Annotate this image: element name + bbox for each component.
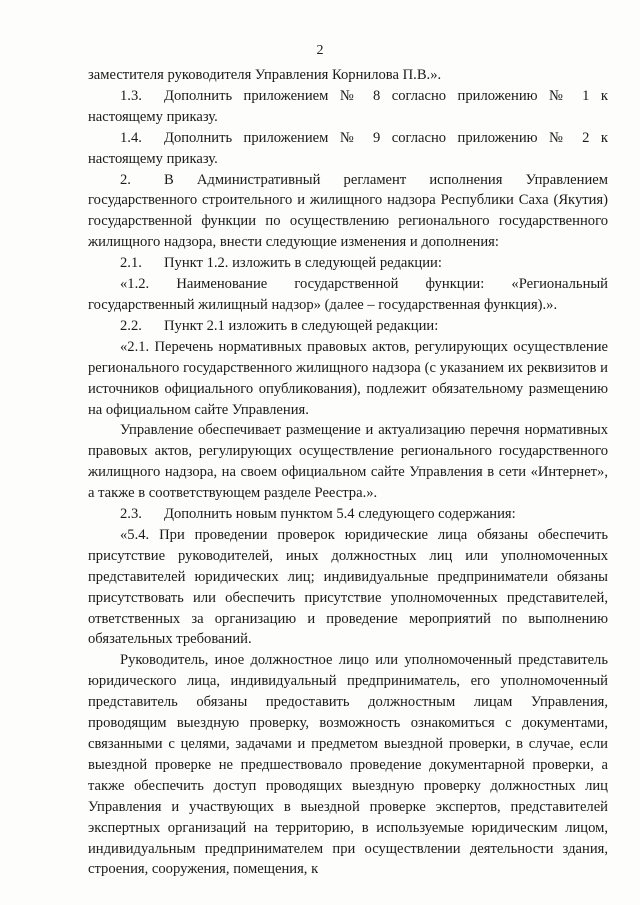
paragraph-0: заместителя руководителя Управления Корнилова П.В.».: [88, 67, 442, 83]
paragraph-8: Управление обеспечивает размещение и актуализацию перечня нормативных правовых актов, регулирующих осуществление регионального государственного жилищного надзора, на своем официальном сайте Управления в сети «Интернет», а также в соответствующем разделе Реестра.».: [88, 422, 608, 502]
item-number-1-3: 1.3.: [120, 87, 142, 104]
paragraph-2: [88, 128, 608, 170]
item-number-1-4: 1.4.: [120, 129, 142, 146]
paragraph-3: [88, 170, 608, 254]
paragraph-1-text: Дополнить приложением № 8 согласно приложению № 1 к настоящему приказу.: [88, 87, 608, 125]
page-number: 2: [316, 43, 324, 58]
paragraph-9-text: Дополнить новым пунктом 5.4 следующего содержания:: [164, 506, 516, 523]
paragraph-4: [88, 253, 608, 274]
paragraph-10: «5.4. При проведении проверок юридические лица обязаны обеспечить присутствие руководителей, иных должностных лиц или уполномоченных представителей юридических лиц; индивидуальные предприниматели обязаны присутствовать или обеспечить присутствие уполномоченных представителей, ответственных за организацию и проведение мероприятий по выполнению обязательных требований.: [88, 526, 608, 648]
paragraph-7: «2.1. Перечень нормативных правовых актов, регулирующих осуществление регионального государственного жилищного надзора (с указанием их реквизитов и источников официального опубликования), подлежит обязательному размещению на официальном сайте Управления.: [88, 338, 608, 418]
item-number-2: 2.: [120, 171, 131, 188]
item-number-2-3: 2.3.: [120, 506, 142, 523]
document-body: [88, 65, 608, 880]
paragraph-6-text: Пункт 2.1 изложить в следующей редакции:: [164, 317, 439, 334]
paragraph-9: [88, 504, 608, 525]
paragraph-4-text: Пункт 1.2. изложить в следующей редакции:: [164, 255, 442, 272]
paragraph-11: Руководитель, иное должностное лицо или уполномоченный представитель юридического лица, индивидуальный предприниматель, его уполномоченный представитель обязаны предоставить должностным лицам Управления, проводящим выездную проверку, возможность ознакомиться с документами, связанными с целями, задачами и предметом выездной проверки, в случае, если выездной проверке не предшествовало проведение документарной проверки, а также обеспечить доступ проводящих выездную проверку должностных лиц Управления и участвующих в выездной проверке экспертов, представителей экспертных организаций на территорию, в используемые юридическим лицом, индивидуальным предпринимателем при осуществлении деятельности здания, строения, сооружения, помещения, к: [88, 652, 608, 878]
paragraph-1: [88, 86, 608, 128]
paragraph-5: «1.2. Наименование государственной функции: «Региональный государственный жилищный надзор» (далее – государственная функция).».: [88, 276, 608, 313]
paragraph-2-text: Дополнить приложением № 9 согласно приложению № 2 к настоящему приказу.: [88, 129, 608, 167]
paragraph-3-text: В Административный регламент исполнения Управлением государственного строительного и жилищного надзора Республики Саха (Якутия) государственной функции по осуществлению регионального государственного жилищного надзора, внести следующие изменения и дополнения:: [88, 171, 608, 251]
paragraph-6: [88, 316, 608, 337]
item-number-2-2: 2.2.: [120, 317, 142, 334]
item-number-2-1: 2.1.: [120, 255, 142, 272]
